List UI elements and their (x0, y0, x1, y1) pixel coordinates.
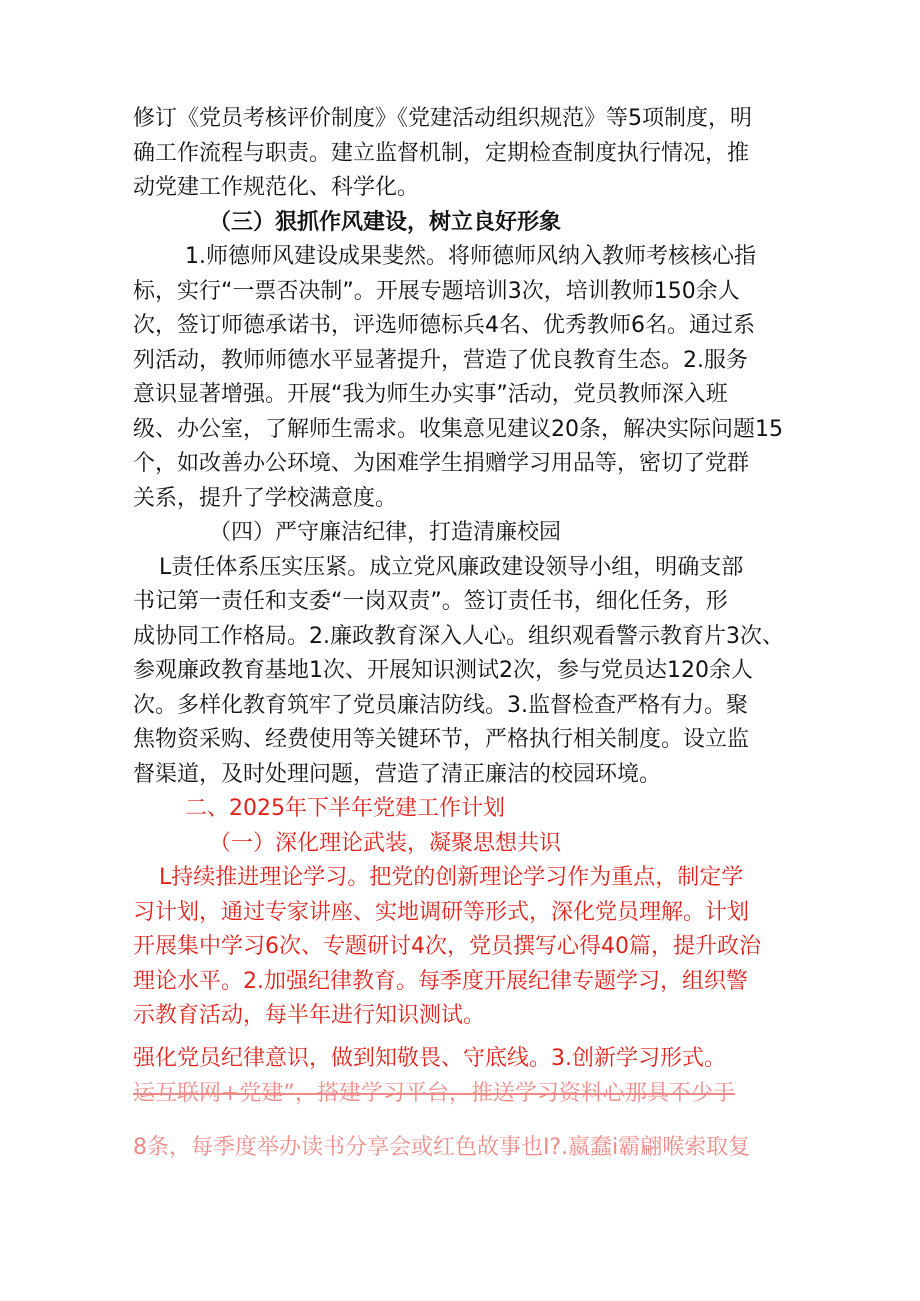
paragraph-line-red: 习计划，通过专家讲座、实地调研等形式，深化党员理解。计划 (133, 899, 750, 925)
paragraph-line-red: 强化党员纪律意识，做到知敬畏、守底线。3.创新学习形式。 (133, 1045, 726, 1071)
paragraph-line: 级、办公室，了解师生需求。收集意见建议20条，解决实际问题15 (133, 416, 783, 442)
section-heading-4: （四）严守廉洁纪律，打造清廉校园 (209, 520, 562, 545)
paragraph-line: 列活动，教师师德水平显著提升，营造了优良教育生态。2.服务 (133, 347, 748, 373)
paragraph-line: 标，实行“一票否决制”。开展专题培训3次，培训教师150余人 (133, 278, 740, 304)
paragraph-line: 动党建工作规范化、科学化。 (133, 175, 420, 200)
paragraph-line: 次。多样化教育筑牢了党员廉洁防线。3.监督检查严格有力。聚 (133, 692, 748, 718)
paragraph-line: 成协同工作格局。2.廉政教育深入人心。组织观看警示教育片3次、 (133, 623, 784, 649)
paragraph-line: 确工作流程与职责。建立监督机制，定期检查制度执行情况，推 (133, 140, 750, 166)
paragraph-line: 修订《党员考核评价制度》《党建活动组织规范》等5项制度，明 (133, 106, 752, 131)
paragraph-line-red: 理论水平。2.加强纪律教育。每季度开展纪律专题学习，组织警 (133, 968, 748, 994)
paragraph-line: 次，签订师德承诺书，评选师德标兵4名、优秀教师6名。通过系 (133, 313, 755, 338)
section-heading-3: （三）狠抓作风建设，树立良好形象 (209, 209, 562, 235)
section-heading-1: （一）深化理论武装，凝聚思想共识 (209, 830, 562, 856)
paragraph-line: 意识显著增强。开展“我为师生办实事”活动，党员教师深入班 (133, 382, 728, 407)
section-heading-2: 二、2025年下半年党建工作计划 (185, 796, 505, 821)
paragraph-line: 督渠道，及时处理问题，营造了清正廉洁的校园环境。 (133, 761, 662, 787)
paragraph-line: 个，如改善办公环境、为困难学生捐赠学习用品等，密切了党群 (133, 451, 750, 476)
paragraph-line-red: 开展集中学习6次、专题研讨4次，党员撰写心得40篇，提升政治 (133, 934, 761, 959)
paragraph-line: 参观廉政教育基地1次、开展知识测试2次，参与党员达120余人 (133, 658, 753, 683)
document-body (133, 102, 793, 1076)
faded-line: 8条，每季度举办读书分享会或红色故事也I?.嬴蠢i霸翩喉索取复 (133, 1135, 751, 1160)
paragraph-line: L责任体系压实压紧。成立党风廉政建设领导小组，明确支部 (159, 554, 744, 580)
paragraph-line-red: L持续推进理论学习。把党的创新理论学习作为重点，制定学 (159, 865, 744, 890)
paragraph-line-red: 示教育活动，每半年进行知识测试。 (133, 1003, 486, 1028)
paragraph-line: 1.师德师风建设成果斐然。将师德师风纳入教师考核核心指 (185, 244, 756, 269)
paragraph-line: 焦物资采购、经费使用等关键环节，严格执行相关制度。设立监 (133, 727, 750, 752)
faded-line: 运互联网+党建”，搭建学习平台，推送学习资料心那具不少于 (133, 1081, 735, 1106)
paragraph-line: 书记第一责任和支委“一岗双责”。签订责任书，细化任务，形 (133, 589, 728, 614)
paragraph-line: 关系，提升了学校满意度。 (133, 485, 398, 511)
